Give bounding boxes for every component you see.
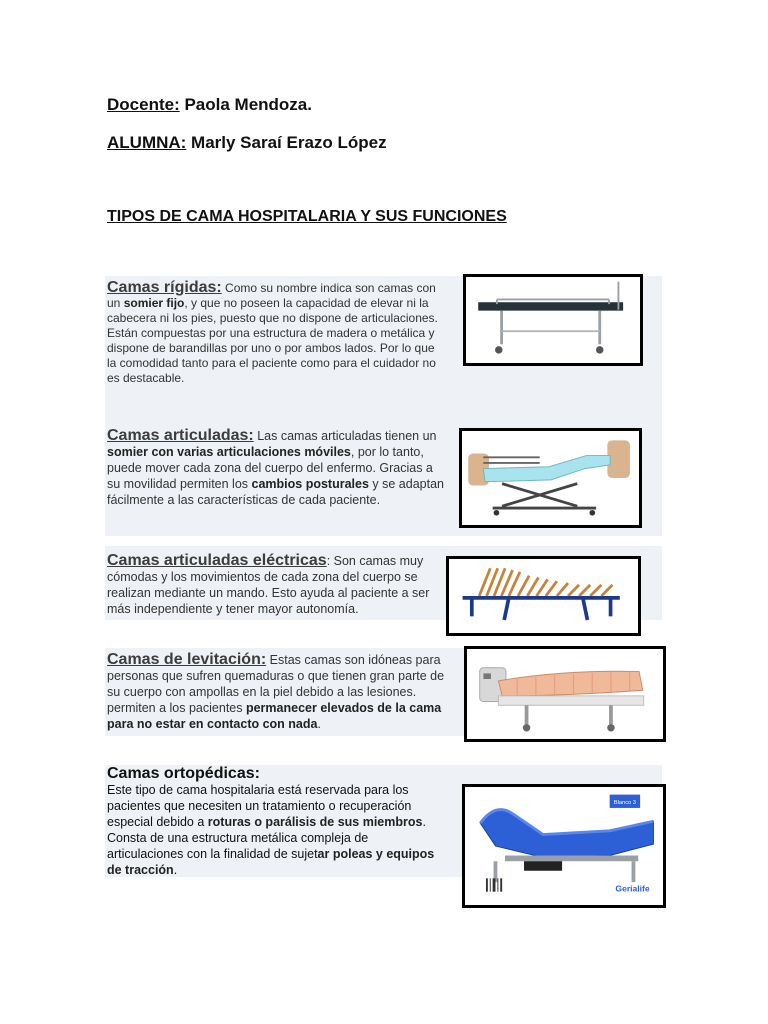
section-levitacion-t1: Estas camas son idóneas para personas que sufren quemaduras o que tienen gran parte de su cuerpo con ampollas en la piel debido a las lesiones. permiten a los pacientes (107, 653, 445, 715)
section-electricas-t1: : Son camas muy cómodas y los movimientos de cada zona del cuerpo se realizan mediante un mando. Esto ayuda al paciente a ser más independiente y tener mayor autonomía. (107, 554, 430, 616)
docente-line (107, 95, 312, 115)
section-levitacion-t2: . (317, 717, 321, 731)
levitation-bed-image (464, 646, 666, 742)
section-levitacion-heading: Camas de levitación: (107, 651, 267, 668)
section-ortopedicas-text (107, 766, 439, 878)
electric-bed-image (446, 556, 641, 636)
docente-label: Docente: (107, 95, 180, 114)
section-articuladas-heading: Camas articuladas: (107, 427, 254, 444)
section-ortopedicas-t3: . (173, 863, 178, 877)
alumna-line (107, 133, 387, 153)
section-articuladas-t2: , por lo tanto, puede mover cada zona del cuerpo del enfermo. Gracias a su movilidad permiten los (107, 445, 433, 491)
section-ortopedicas-b1: roturas o parálisis de sus miembros (207, 815, 423, 829)
section-articuladas-b2: cambios posturales (251, 477, 369, 491)
section-rigidas-t2: , y que no poseen la capacidad de elevar ni la cabecera ni los pies, puesto que no dispone de articulaciones. Están compuestas por una estructura de madera o metálica y dispone de barandillas por uno o por ambos lados. Por lo que la comodidad tanto para el paciente como para el cuidador no es destacable. (107, 296, 438, 385)
section-electricas-heading: Camas articuladas eléctricas (107, 552, 327, 569)
section-rigidas-b1: somier fijo (123, 296, 185, 310)
section-rigidas-t1: Como su nombre indica son camas con un (107, 281, 436, 310)
section-ortopedicas-heading: Camas ortopédicas: (107, 765, 260, 782)
rigid-bed-image (463, 274, 643, 366)
orthopedic-brand-text: Gerialife (615, 883, 650, 894)
section-ortopedicas-t1: Este tipo de cama hospitalaria está reservada para los pacientes que necesiten un tratamiento o recuperación especial debido a (107, 783, 412, 829)
orthopedic-tag-text: Blanco 3 (613, 800, 636, 807)
alumna-name: Marly Saraí Erazo López (186, 133, 387, 152)
orthopedic-bed-image (462, 784, 666, 908)
section-articuladas-text (107, 428, 447, 508)
page-title: TIPOS DE CAMA HOSPITALARIA Y SUS FUNCIONES (107, 208, 507, 225)
section-articuladas-t1: Las camas articuladas tienen un (253, 429, 437, 443)
section-ortopedicas-b2: ar poleas y equipos de tracción (107, 847, 435, 877)
section-rigidas-text (107, 280, 445, 386)
docente-name: Paola Mendoza. (179, 95, 312, 114)
section-levitacion-text (107, 652, 449, 732)
section-rigidas-heading: Camas rígidas: (107, 279, 222, 296)
section-ortopedicas-t2: . Consta de una estructura metálica compleja de articulaciones con la finalidad de sujet (107, 815, 426, 861)
section-electricas-text (107, 553, 442, 617)
articulated-bed-image (459, 428, 642, 528)
section-articuladas-b1: somier con varias articulaciones móviles (107, 445, 351, 459)
alumna-label: ALUMNA: (107, 133, 187, 152)
section-levitacion-b1: permanecer elevados de la cama para no estar en contacto con nada (107, 701, 442, 731)
section-articuladas-t3: y se adaptan fácilmente a las características de cada paciente. (107, 477, 444, 507)
